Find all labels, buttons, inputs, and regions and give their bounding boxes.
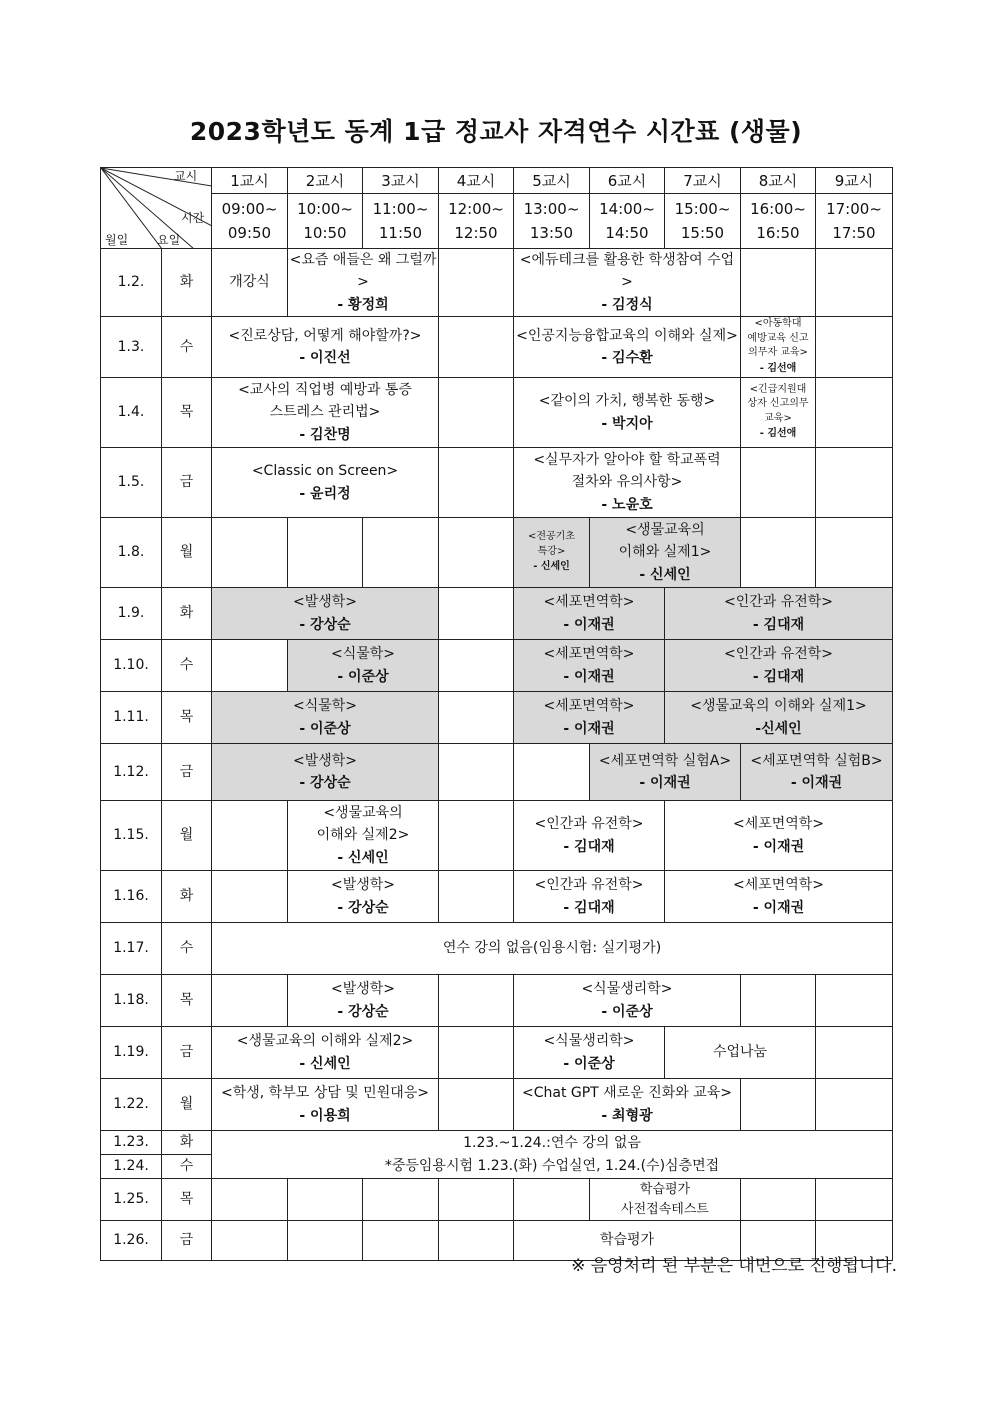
row-date: 1.15. (101, 801, 162, 871)
instructor-name: - 신세인 (639, 566, 691, 583)
row-date: 1.9. (101, 588, 162, 640)
session-title: <Classic on Screen> (251, 463, 399, 480)
empty-cell (212, 640, 288, 692)
empty-cell (816, 1179, 893, 1221)
session-cell (665, 692, 893, 744)
row-day: 금 (162, 1027, 212, 1079)
session-cell (288, 249, 439, 317)
session-title: <전공기초 (527, 531, 576, 543)
period-time: 10:00~ 10:50 (288, 194, 363, 249)
session-cell (665, 640, 893, 692)
empty-cell (439, 975, 514, 1027)
session-title: <생물교육의 이해와 실제2> (236, 1033, 414, 1050)
session-cell (741, 317, 816, 378)
empty-cell (439, 801, 514, 871)
row-day: 목 (162, 975, 212, 1027)
empty-cell (212, 518, 288, 588)
empty-cell (212, 871, 288, 923)
session-cell (514, 518, 590, 588)
session-cell (212, 744, 439, 801)
row-day: 월 (162, 1079, 212, 1131)
instructor-name: - 이재권 (639, 775, 691, 792)
instructor-name: - 박지아 (601, 415, 653, 432)
row-day: 목 (162, 1179, 212, 1221)
session-title: <교사의 직업병 예방과 통증 (238, 382, 412, 399)
instructor-name: - 강상순 (299, 616, 351, 633)
session-cell (514, 1027, 665, 1079)
session-title: 예방교육 신고 (747, 332, 809, 344)
empty-cell (514, 1179, 590, 1221)
instructor-name: - 황정희 (337, 296, 389, 313)
instructor-name: - 김찬명 (299, 426, 351, 443)
corner-period-label: 교시 (174, 169, 198, 183)
session-title: <세포면역학 실험B> (750, 752, 883, 769)
row-day: 수 (162, 1155, 212, 1179)
row-date: 1.19. (101, 1027, 162, 1079)
period-header: 5교시 (514, 168, 590, 194)
corner-monthday-label: 월일 (105, 233, 129, 247)
session-cell (514, 588, 665, 640)
session-cell (514, 871, 665, 923)
session-title: <발생학> (330, 981, 396, 998)
session-title: <요즘 애들은 왜 그럴까> (289, 252, 437, 291)
corner-time-label: 시간 (181, 211, 205, 225)
instructor-name: - 강상순 (299, 775, 351, 792)
empty-cell (741, 249, 816, 317)
instructor-name: - 이재권 (790, 775, 843, 792)
row-day: 월 (162, 801, 212, 871)
session-cell (514, 801, 665, 871)
instructor-name: - 김대재 (752, 668, 805, 685)
session-title: <세포면역학> (543, 698, 635, 715)
session-cell (514, 640, 665, 692)
session-title: <생물교육의 (625, 522, 705, 539)
session-title: <에듀테크를 활용한 학생참여 수업> (519, 252, 735, 291)
session-title: 상자 신고의무 (747, 398, 809, 410)
corner-header (101, 168, 212, 249)
empty-cell (439, 1179, 514, 1221)
session-cell (288, 975, 439, 1027)
empty-cell (816, 1027, 893, 1079)
empty-cell (816, 378, 893, 448)
row-day: 금 (162, 448, 212, 518)
session-title: <진로상담, 어떻게 해야할까?> (228, 327, 422, 344)
session-title: <같이의 가치, 행복한 동행> (538, 393, 716, 410)
period-time: 09:00~ 09:50 (212, 194, 288, 249)
session-title: <세포면역학> (732, 816, 825, 833)
row-day: 화 (162, 871, 212, 923)
session-title: <생물교육의 (323, 805, 403, 822)
period-header: 3교시 (363, 168, 439, 194)
period-time: 16:00~ 16:50 (741, 194, 816, 249)
row-date: 1.17. (101, 923, 162, 975)
row-day: 화 (162, 1131, 212, 1155)
session-cell (514, 317, 741, 378)
instructor-name: - 신세인 (299, 1055, 351, 1072)
instructor-name: - 강상순 (337, 899, 389, 916)
session-cell (665, 1027, 816, 1079)
session-title: <Chat GPT 새로운 진화와 교육> (521, 1085, 732, 1102)
instructor-name: - 이재권 (752, 899, 805, 916)
instructor-name: - 윤리정 (299, 485, 351, 502)
session-cell (514, 1079, 741, 1131)
empty-cell (741, 1179, 816, 1221)
empty-cell (741, 975, 816, 1027)
session-title: 절차와 유의사항> (571, 474, 683, 491)
instructor-name: - 이준상 (601, 1003, 653, 1020)
empty-cell (816, 975, 893, 1027)
session-title: <세포면역학> (543, 646, 635, 663)
period-header: 7교시 (665, 168, 741, 194)
session-title: <인간과 유전학> (723, 646, 834, 663)
no-class-notice: 1.23.~1.24.:연수 강의 없음 *중등임용시험 1.23.(화) 수업실연, 1.24.(수)심층면접 (212, 1131, 893, 1179)
corner-weekday-label: 요일 (157, 233, 181, 247)
instructor-name: - 이재권 (563, 616, 615, 633)
empty-cell (212, 801, 288, 871)
period-header: 8교시 (741, 168, 816, 194)
session-title: <실무자가 알아야 할 학교폭력 (533, 452, 721, 469)
empty-cell (439, 871, 514, 923)
period-header: 4교시 (439, 168, 514, 194)
session-cell (514, 378, 741, 448)
session-cell (212, 378, 439, 448)
empty-cell (439, 1027, 514, 1079)
instructor-name: - 이준상 (337, 668, 389, 685)
row-date: 1.22. (101, 1079, 162, 1131)
row-date: 1.23. (101, 1131, 162, 1155)
session-cell (212, 692, 439, 744)
row-day: 화 (162, 249, 212, 317)
row-date: 1.24. (101, 1155, 162, 1179)
session-cell (514, 692, 665, 744)
period-time: 14:00~ 14:50 (590, 194, 665, 249)
row-date: 1.12. (101, 744, 162, 801)
row-date: 1.11. (101, 692, 162, 744)
session-cell (665, 588, 893, 640)
period-time: 17:00~ 17:50 (816, 194, 893, 249)
empty-cell (816, 317, 893, 378)
empty-cell (439, 317, 514, 378)
period-time: 15:00~ 15:50 (665, 194, 741, 249)
session-title: 연수 강의 없음(임용시험: 실기평가) (442, 940, 662, 957)
session-cell (741, 378, 816, 448)
empty-cell (439, 448, 514, 518)
empty-cell (439, 744, 514, 801)
row-date: 1.18. (101, 975, 162, 1027)
instructor-name: - 이준상 (563, 1055, 615, 1072)
session-cell (590, 518, 741, 588)
period-header: 2교시 (288, 168, 363, 194)
period-header: 9교시 (816, 168, 893, 194)
session-cell (212, 1079, 439, 1131)
instructor-name: - 김수환 (601, 350, 653, 367)
instructor-name: - 김선애 (759, 428, 797, 440)
session-cell (212, 588, 439, 640)
period-header: 6교시 (590, 168, 665, 194)
empty-cell (212, 975, 288, 1027)
empty-cell (439, 640, 514, 692)
empty-cell (439, 1079, 514, 1131)
row-date: 1.4. (101, 378, 162, 448)
empty-cell (514, 744, 590, 801)
row-day: 목 (162, 378, 212, 448)
session-title: <생물교육의 이해와 실제1> (690, 698, 867, 715)
row-day: 금 (162, 1221, 212, 1261)
session-cell (212, 1027, 439, 1079)
empty-cell (212, 1179, 288, 1221)
timetable (100, 167, 893, 1261)
row-date: 1.25. (101, 1179, 162, 1221)
instructor-name: - 강상순 (337, 1003, 389, 1020)
session-cell (514, 249, 741, 317)
session-title: 이해와 실제1> (618, 544, 712, 561)
session-title: 개강식 (229, 274, 270, 291)
session-cell (288, 871, 439, 923)
session-title: <세포면역학> (732, 877, 825, 894)
session-title: <식물생리학> (581, 981, 673, 998)
instructor-name: - 이재권 (752, 838, 805, 855)
row-date: 1.3. (101, 317, 162, 378)
session-title: <발생학> (292, 752, 358, 769)
session-title: <식물생리학> (543, 1033, 635, 1050)
session-cell (212, 317, 439, 378)
empty-cell (741, 1079, 816, 1131)
session-cell (514, 975, 741, 1027)
empty-cell (816, 249, 893, 317)
row-date: 1.8. (101, 518, 162, 588)
row-day: 월 (162, 518, 212, 588)
session-cell (665, 801, 893, 871)
session-title: 수업나눔 (712, 1044, 768, 1061)
instructor-name: - 신세인 (533, 561, 570, 573)
session-cell (665, 871, 893, 923)
period-time: 12:00~ 12:50 (439, 194, 514, 249)
empty-cell (288, 1179, 363, 1221)
instructor-name: - 노윤호 (601, 496, 653, 513)
instructor-name: - 최형광 (601, 1107, 653, 1124)
session-title: <식물학> (330, 646, 396, 663)
row-date: 1.2. (101, 249, 162, 317)
shading-note: ※ 음영처리 된 부분은 대면으로 진행됩니다. (571, 1256, 897, 1276)
session-title: 이해와 실제2> (316, 827, 410, 844)
session-title: <발생학> (292, 594, 358, 611)
session-cell (288, 801, 439, 871)
instructor-name: - 이재권 (563, 668, 615, 685)
session-title: <식물학> (292, 698, 358, 715)
instructor-name: - 김대재 (752, 616, 805, 633)
session-title: <인간과 유전학> (534, 877, 644, 894)
empty-cell (363, 518, 439, 588)
empty-cell (816, 518, 893, 588)
row-day: 수 (162, 317, 212, 378)
session-cell: 학습평가 (514, 1221, 741, 1261)
row-date: 1.10. (101, 640, 162, 692)
empty-cell (439, 249, 514, 317)
instructor-name: - 이준상 (299, 720, 351, 737)
row-day: 수 (162, 923, 212, 975)
session-title: <세포면역학> (543, 594, 635, 611)
session-cell (212, 923, 893, 975)
empty-cell (816, 448, 893, 518)
session-title: 교육> (764, 412, 792, 424)
instructor-name: - 이용희 (299, 1107, 351, 1124)
empty-cell (741, 448, 816, 518)
session-cell (288, 640, 439, 692)
session-cell (590, 744, 741, 801)
session-title: <긴급지원대 (749, 383, 807, 395)
session-cell (212, 448, 439, 518)
session-cell: 학습평가 사전접속테스트 (590, 1179, 741, 1221)
empty-cell (439, 518, 514, 588)
instructor-name: - 김선애 (759, 362, 797, 374)
row-date: 1.16. (101, 871, 162, 923)
empty-cell (439, 588, 514, 640)
session-title: <인간과 유전학> (534, 816, 644, 833)
row-date: 1.26. (101, 1221, 162, 1261)
instructor-name: - 김대재 (563, 899, 615, 916)
session-title: <학생, 학부모 상담 및 민원대응> (221, 1085, 429, 1102)
row-day: 수 (162, 640, 212, 692)
row-day: 화 (162, 588, 212, 640)
row-date: 1.5. (101, 448, 162, 518)
row-day: 목 (162, 692, 212, 744)
session-title: <발생학> (330, 877, 396, 894)
instructor-name: - 김정식 (601, 296, 653, 313)
session-cell (514, 448, 741, 518)
instructor-name: - 신세인 (337, 849, 389, 866)
empty-cell (363, 1179, 439, 1221)
period-header: 1교시 (212, 168, 288, 194)
session-title: <인공지능융합교육의 이해와 실제> (516, 327, 738, 344)
instructor-name: - 이재권 (563, 720, 615, 737)
empty-cell (439, 378, 514, 448)
session-title: <인간과 유전학> (723, 594, 834, 611)
page-title: 2023학년도 동계 1급 정교사 자격연수 시간표 (생물) (189, 117, 803, 146)
instructor-name: - 김대재 (563, 838, 615, 855)
session-title: 특강> (537, 545, 566, 557)
period-time: 11:00~ 11:50 (363, 194, 439, 249)
empty-cell (288, 518, 363, 588)
session-title: 의무자 교육> (748, 347, 808, 359)
row-day: 금 (162, 744, 212, 801)
session-cell (741, 744, 893, 801)
empty-cell (439, 692, 514, 744)
session-cell (212, 249, 288, 317)
period-time: 13:00~ 13:50 (514, 194, 590, 249)
instructor-name: - 이진선 (299, 350, 351, 367)
empty-cell (741, 518, 816, 588)
session-title: 스트레스 관리법> (269, 404, 381, 421)
empty-cell (816, 1079, 893, 1131)
session-title: <아동학대 (754, 318, 802, 330)
session-title: <세포면역학 실험A> (598, 752, 732, 769)
instructor-name: -신세인 (755, 720, 802, 737)
